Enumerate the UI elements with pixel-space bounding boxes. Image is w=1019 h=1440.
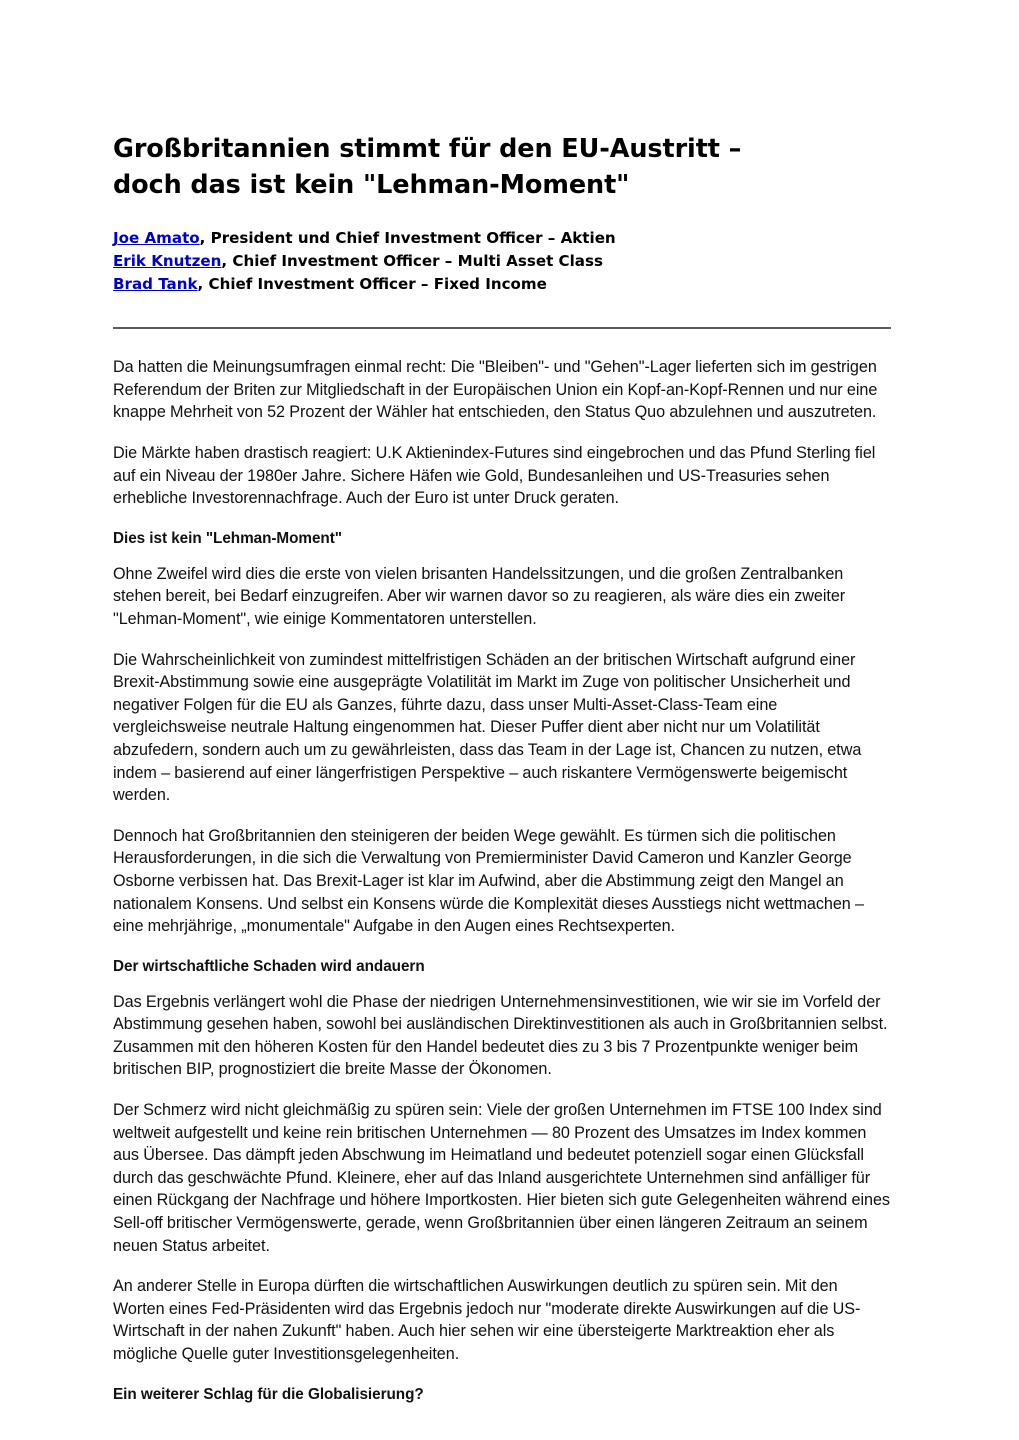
author-role-erik-knutzen: , Chief Investment Officer – Multi Asset Class bbox=[221, 252, 603, 271]
section-subheading: Der wirtschaftliche Schaden wird andauern bbox=[113, 957, 425, 975]
author-role-joe-amato: , President und Chief Investment Officer – Aktien bbox=[199, 229, 616, 248]
author-role-brad-tank: , Chief Investment Officer – Fixed Income bbox=[197, 275, 547, 294]
article-body bbox=[113, 356, 891, 1404]
author-link-erik-knutzen[interactable]: Erik Knutzen bbox=[113, 252, 222, 271]
byline bbox=[113, 227, 891, 296]
author-link-joe-amato[interactable]: Joe Amato bbox=[113, 229, 200, 248]
section-subheading: Dies ist kein "Lehman-Moment" bbox=[113, 529, 342, 547]
body-paragraph: Ohne Zweifel wird dies die erste von vielen brisanten Handelssitzungen, und die großen Zentralbanken stehen bereit, bei Bedarf einzugreifen. Aber wir warnen davor so zu reagieren, als wäre dies ein zweiter "Lehman-Moment", wie einige Kommentatoren unterstellen. bbox=[113, 564, 846, 628]
document-content bbox=[113, 131, 891, 1405]
body-paragraph: Dennoch hat Großbritannien den steinigeren der beiden Wege gewählt. Es türmen sich die politischen Herausforderungen, in die sich die Verwaltung von Premierminister David Cameron und Kanzler George Osborne verbissen hat. Das Brexit-Lager ist klar im Aufwind, aber die Abstimmung zeigt den Mangel an nationalem Konsens. Und selbst ein Konsens würde die Komplexität dieses Ausstiegs nicht wettmachen – eine mehrjährige, „monumentale" Aufgabe in den Augen eines Rechtsexperten. bbox=[113, 826, 864, 936]
header-divider bbox=[113, 327, 891, 329]
page-title bbox=[113, 131, 891, 203]
body-paragraph: Das Ergebnis verlängert wohl die Phase der niedrigen Unternehmensinvestitionen, wie wir sie im Vorfeld der Abstimmung gesehen haben, sowohl bei ausländischen Direktinvestitionen als auch in Großbritannien selbst. Zusammen mit den höheren Kosten für den Handel bedeutet dies zu 3 bis 7 Prozentpunkte weniger beim britischen BIP, prognostiziert die breite Masse der Ökonomen. bbox=[113, 992, 888, 1079]
page-title-line-1: Großbritannien stimmt für den EU-Austritt – bbox=[113, 134, 742, 164]
section-subheading: Ein weiterer Schlag für die Globalisierung? bbox=[113, 1385, 424, 1403]
byline-row-3 bbox=[113, 273, 891, 296]
author-link-brad-tank[interactable]: Brad Tank bbox=[113, 275, 198, 294]
body-paragraph: Der Schmerz wird nicht gleichmäßig zu spüren sein: Viele der großen Unternehmen im FTSE 100 Index sind weltweit aufgestellt und keine rein britischen Unternehmen — 80 Prozent des Umsatzes im Index kommen aus Übersee. Das dämpft jeden Abschwung im Heimatland und bedeutet potenziell sogar einen Glücksfall durch das geschwächte Pfund. Kleinere, eher auf das Inland ausgerichtete Unternehmen sind anfälliger für einen Rückgang der Nachfrage und höhere Importkosten. Hier bieten sich gute Gelegenheiten während eines Sell-off britischer Vermögenswerte, gerade, wenn Großbritannien über einen längeren Zeitraum an seinem neuen Status arbeitet. bbox=[113, 1101, 890, 1255]
page-title-line-2: doch das ist kein "Lehman-Moment" bbox=[113, 170, 630, 201]
body-paragraph: Da hatten die Meinungsumfragen einmal recht: Die "Bleiben"- und "Gehen"-Lager lieferten sich im gestrigen Referendum der Briten zur Mitgliedschaft in der Europäischen Union ein Kopf-an-Kopf-Rennen und nur eine knappe Mehrheit von 52 Prozent der Wähler hat entschieden, den Status Quo abzulehnen und auszutreten. bbox=[113, 358, 878, 422]
body-paragraph: Die Wahrscheinlichkeit von zumindest mittelfristigen Schäden an der britischen Wirtschaft aufgrund einer Brexit-Abstimmung sowie eine ausgeprägte Volatilität im Markt im Zuge von politischer Unsicherheit und negativer Folgen für die EU als Ganzes, führte dazu, dass unser Multi-Asset-Class-Team eine vergleichsweise neutrale Haltung eingenommen hat. Dieser Puffer dient aber nicht nur um Volatilität abzufedern, sondern auch um zu gewährleisten, dass das Team in der Lage ist, Chancen zu nutzen, etwa indem – basierend auf einer längerfristigen Perspektive – auch riskantere Vermögenswerte beigemischt werden. bbox=[113, 650, 862, 805]
body-paragraph: An anderer Stelle in Europa dürften die wirtschaftlichen Auswirkungen deutlich zu spüren sein. Mit den Worten eines Fed-Präsidenten wird das Ergebnis jedoch nur "moderate direkte Auswirkungen auf die US-Wirtschaft in der nahen Zukunft" haben. Auch hier sehen wir eine übersteigerte Marktreaktion eher als mögliche Quelle guter Investitionsgelegenheiten. bbox=[113, 1277, 861, 1363]
body-paragraph: Die Märkte haben drastisch reagiert: U.K Aktienindex-Futures sind eingebrochen und das Pfund Sterling fiel auf ein Niveau der 1980er Jahre. Sichere Häfen wie Gold, Bundesanleihen und US-Treasuries sehen erhebliche Investorennachfrage. Auch der Euro ist unter Druck geraten. bbox=[113, 444, 876, 508]
byline-row-2 bbox=[113, 250, 891, 273]
byline-row-1 bbox=[113, 227, 891, 250]
